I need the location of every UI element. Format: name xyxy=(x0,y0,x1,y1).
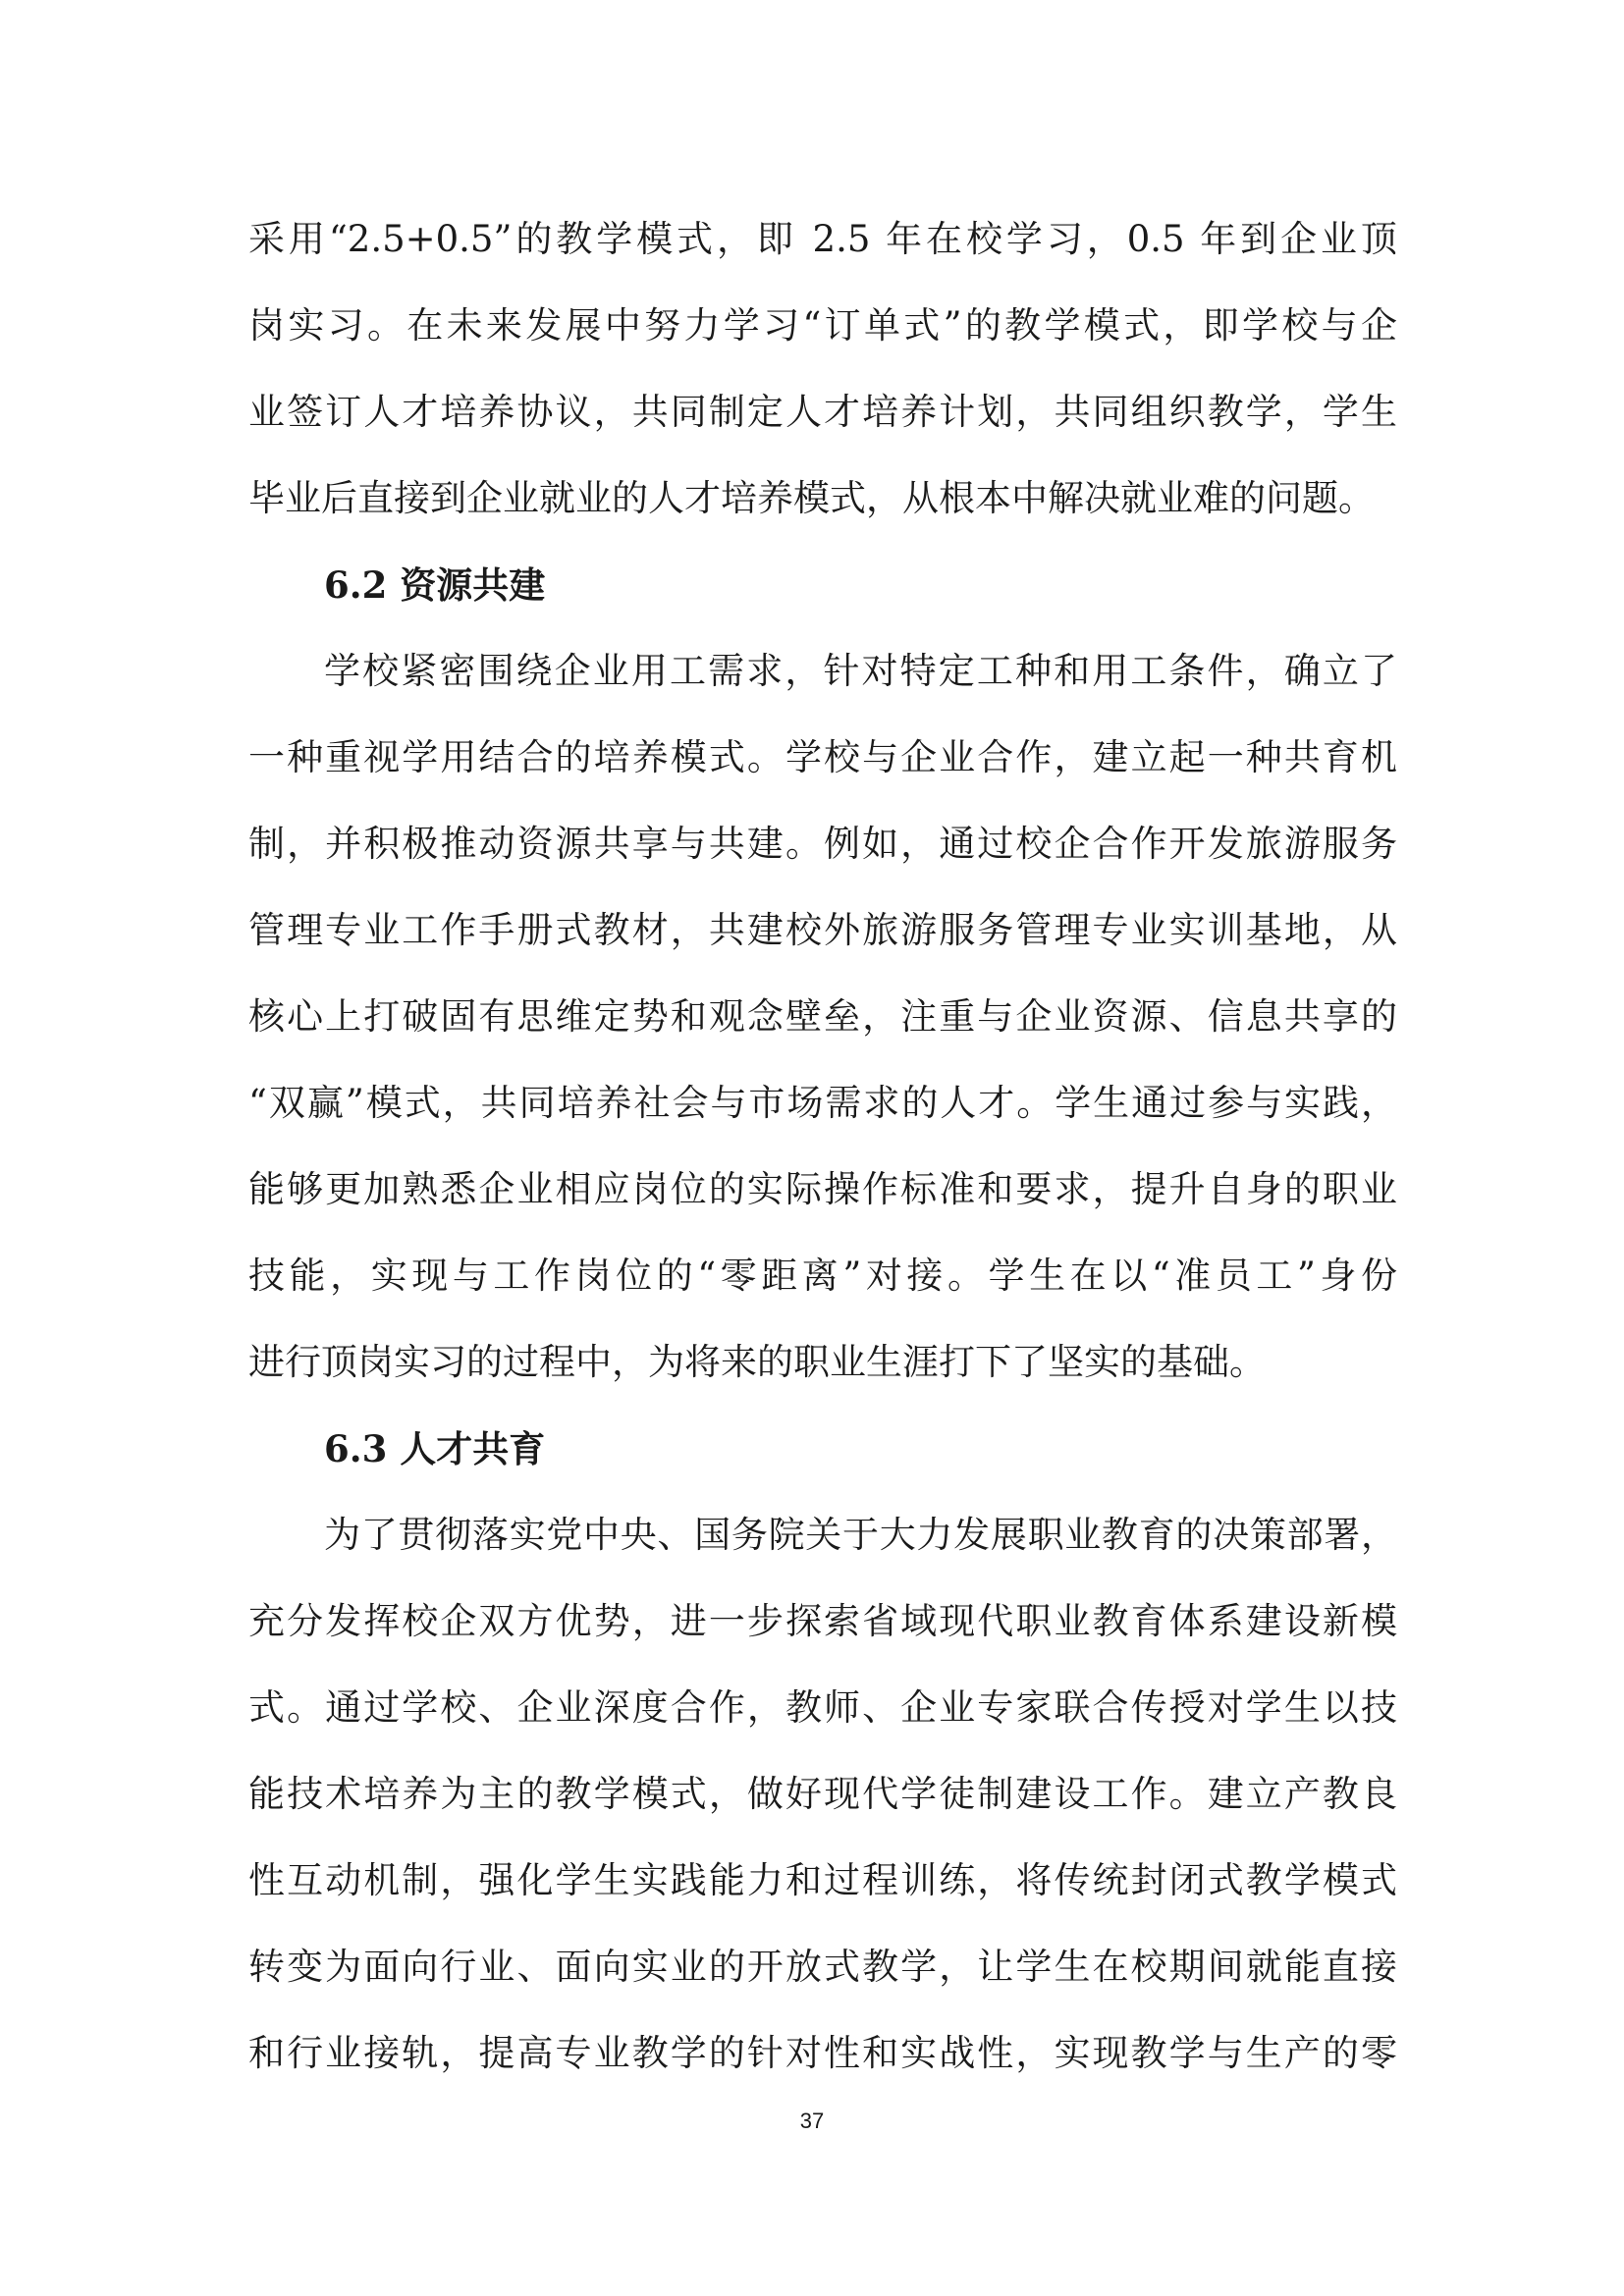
paragraph-3-line-1: 为了贯彻落实党中央、国务院关于大力发展职业教育的决策部署， xyxy=(324,1514,1397,1556)
section-heading-6-3: 6.3 人才共育 xyxy=(324,1427,546,1470)
section-heading-6-2: 6.2 资源共建 xyxy=(324,563,546,607)
paragraph-3-line-3: 式。通过学校、企业深度合作，教师、企业专家联合传授对学生以技 xyxy=(248,1686,1397,1729)
paragraph-2-line-6: “双赢”模式，共同培养社会与市场需求的人才。学生通过参与实践， xyxy=(248,1082,1397,1124)
paragraph-1-line-4: 毕业后直接到企业就业的人才培养模式，从根本中解决就业难的问题。 xyxy=(248,477,1375,519)
paragraph-2-line-2: 一种重视学用结合的培养模式。学校与企业合作，建立起一种共育机 xyxy=(248,736,1397,778)
paragraph-2-line-4: 管理专业工作手册式教材，共建校外旅游服务管理专业实训基地，从 xyxy=(248,909,1397,951)
paragraph-2-line-1: 学校紧密围绕企业用工需求，针对特定工种和用工条件，确立了 xyxy=(324,650,1397,692)
paragraph-1-line-3: 业签订人才培养协议，共同制定人才培养计划，共同组织教学，学生 xyxy=(248,391,1397,433)
paragraph-3-line-5: 性互动机制，强化学生实践能力和过程训练，将传统封闭式教学模式 xyxy=(248,1859,1397,1901)
paragraph-2-line-3: 制，并积极推动资源共享与共建。例如，通过校企合作开发旅游服务 xyxy=(248,823,1397,865)
paragraph-2-line-8: 技能，实现与工作岗位的“零距离”对接。学生在以“准员工”身份 xyxy=(248,1255,1397,1297)
paragraph-2-line-9: 进行顶岗实习的过程中，为将来的职业生涯打下了坚实的基础。 xyxy=(248,1341,1266,1383)
paragraph-1-line-2: 岗实习。在未来发展中努力学习“订单式”的教学模式，即学校与企 xyxy=(248,304,1397,347)
paragraph-3-line-6: 转变为面向行业、面向实业的开放式教学，让学生在校期间就能直接 xyxy=(248,1946,1397,1988)
paragraph-3-line-7: 和行业接轨，提高专业教学的针对性和实战性，实现教学与生产的零 xyxy=(248,2032,1397,2074)
paragraph-1-line-1: 采用“2.5+0.5”的教学模式，即 2.5 年在校学习，0.5 年到企业顶 xyxy=(248,218,1397,260)
paragraph-2-line-7: 能够更加熟悉企业相应岗位的实际操作标准和要求，提升自身的职业 xyxy=(248,1168,1397,1210)
page-number: 37 xyxy=(799,2109,825,2133)
paragraph-3-line-4: 能技术培养为主的教学模式，做好现代学徒制建设工作。建立产教良 xyxy=(248,1773,1397,1815)
paragraph-2-line-5: 核心上打破固有思维定势和观念壁垒，注重与企业资源、信息共享的 xyxy=(248,995,1397,1038)
paragraph-3-line-2: 充分发挥校企双方优势，进一步探索省域现代职业教育体系建设新模 xyxy=(248,1600,1397,1642)
